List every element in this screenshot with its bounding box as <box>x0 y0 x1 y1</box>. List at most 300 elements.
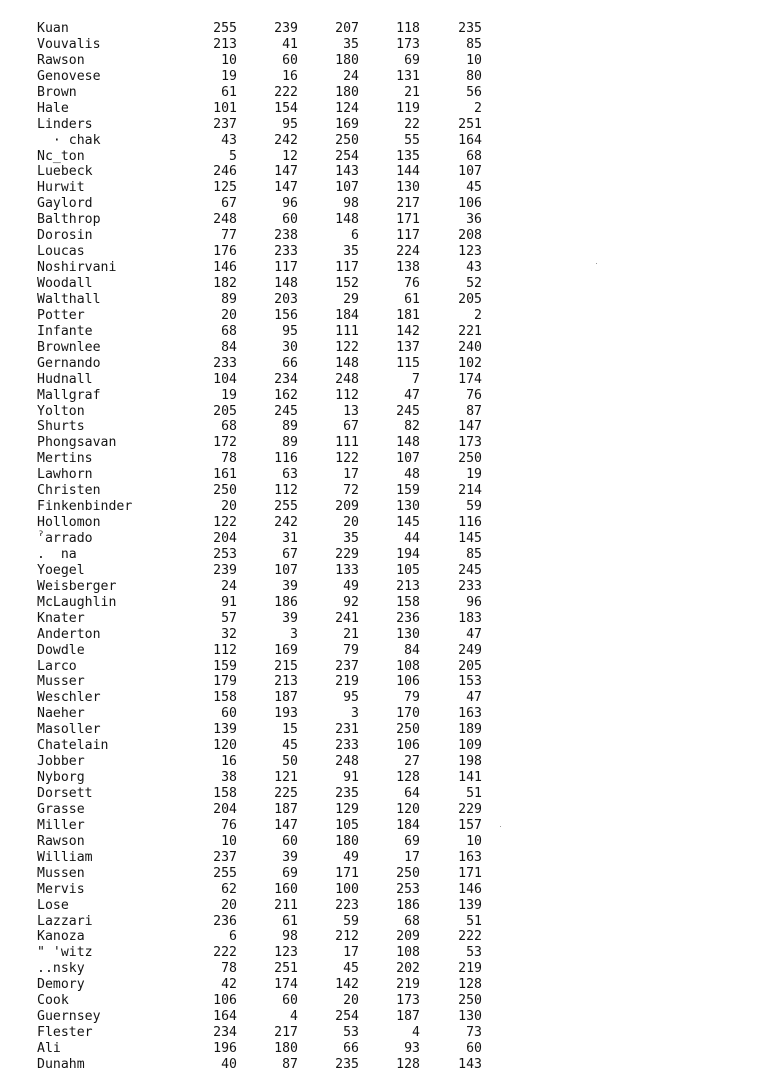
value-column-5: 147 <box>458 419 482 435</box>
value-column-3: 180 <box>335 52 359 68</box>
table-row <box>0 53 760 69</box>
value-column-1: 125 <box>213 180 237 196</box>
value-column-1: 255 <box>213 21 237 36</box>
value-column-5: 116 <box>458 515 482 531</box>
value-column-1: 68 <box>221 323 237 339</box>
value-column-2: 60 <box>282 993 298 1009</box>
value-column-5: 47 <box>466 690 482 706</box>
value-column-1: 16 <box>221 754 237 770</box>
value-column-4: 184 <box>396 817 420 833</box>
value-column-3: 92 <box>343 594 359 610</box>
row-name: Lawhorn <box>37 467 93 483</box>
table-row <box>0 674 760 690</box>
row-name: Woodall <box>37 276 93 291</box>
value-column-5: 19 <box>466 467 482 483</box>
value-column-5: 173 <box>458 435 482 451</box>
value-column-4: 69 <box>404 52 420 68</box>
value-column-2: 60 <box>282 212 298 228</box>
value-column-2: 225 <box>274 786 298 801</box>
value-column-1: 204 <box>213 531 237 546</box>
value-column-2: 187 <box>274 801 298 817</box>
table-row <box>0 770 760 786</box>
value-column-1: 222 <box>213 945 237 961</box>
row-name: Jobber <box>37 754 85 770</box>
value-column-2: 242 <box>274 132 298 148</box>
value-column-4: 76 <box>404 276 420 291</box>
row-name: Dunahm <box>37 1056 85 1068</box>
value-column-4: 170 <box>396 706 420 722</box>
row-name: Hollomon <box>37 515 101 531</box>
value-column-4: 4 <box>412 1025 420 1041</box>
value-column-4: 202 <box>396 961 420 977</box>
value-column-4: 245 <box>396 403 420 419</box>
table-row <box>0 1009 760 1025</box>
value-column-5: 221 <box>458 323 482 339</box>
value-column-1: 19 <box>221 68 237 84</box>
value-column-3: 143 <box>335 164 359 180</box>
row-name: Luebeck <box>37 164 93 180</box>
row-name: Infante <box>37 323 93 339</box>
row-name: Anderton <box>37 626 101 642</box>
value-column-3: 35 <box>343 531 359 546</box>
value-column-2: 89 <box>282 435 298 451</box>
row-name: Genovese <box>37 68 101 84</box>
value-column-5: 56 <box>466 84 482 100</box>
value-column-1: 234 <box>213 1025 237 1041</box>
value-column-2: 186 <box>274 594 298 610</box>
row-name: Brown <box>37 84 77 100</box>
value-column-1: 68 <box>221 419 237 435</box>
value-column-4: 194 <box>396 546 420 562</box>
value-column-2: 211 <box>274 897 298 913</box>
value-column-3: 117 <box>335 260 359 276</box>
row-name: Guernsey <box>37 1009 101 1025</box>
value-column-2: 174 <box>274 977 298 993</box>
value-column-4: 138 <box>396 260 420 276</box>
value-column-5: 250 <box>458 993 482 1009</box>
row-name: " 'witz <box>37 945 93 961</box>
value-column-1: 5 <box>229 148 237 164</box>
value-column-1: 164 <box>213 1009 237 1025</box>
value-column-3: 248 <box>335 754 359 770</box>
value-column-3: 124 <box>335 100 359 116</box>
value-column-2: 107 <box>274 562 298 578</box>
value-column-3: 250 <box>335 132 359 148</box>
value-column-3: 219 <box>335 674 359 690</box>
value-column-4: 158 <box>396 594 420 610</box>
row-name: Demory <box>37 977 85 993</box>
value-column-1: 20 <box>221 307 237 323</box>
value-column-5: 73 <box>466 1025 482 1041</box>
value-column-2: 147 <box>274 180 298 196</box>
table-row <box>0 467 760 483</box>
table-row <box>0 260 760 276</box>
row-name: Walthall <box>37 291 101 307</box>
value-column-5: 43 <box>466 260 482 276</box>
value-column-2: 12 <box>282 148 298 164</box>
value-column-4: 61 <box>404 291 420 307</box>
value-column-4: 130 <box>396 499 420 515</box>
value-column-2: 31 <box>282 531 298 546</box>
value-column-3: 49 <box>343 578 359 594</box>
row-name: Naeher <box>37 706 85 722</box>
value-column-4: 219 <box>396 977 420 993</box>
value-column-2: 45 <box>282 738 298 754</box>
value-column-5: 10 <box>466 52 482 68</box>
value-column-4: 144 <box>396 164 420 180</box>
row-name: Flester <box>37 1025 93 1041</box>
table-row <box>0 404 760 420</box>
value-column-3: 91 <box>343 770 359 786</box>
value-column-5: 251 <box>458 116 482 132</box>
row-name: Noshirvani <box>37 260 117 276</box>
value-column-1: 32 <box>221 626 237 642</box>
value-column-5: 240 <box>458 339 482 355</box>
row-name: Kuan <box>37 21 69 36</box>
table-row <box>0 754 760 770</box>
value-column-5: 51 <box>466 786 482 801</box>
value-column-1: 248 <box>213 212 237 228</box>
value-column-1: 205 <box>213 403 237 419</box>
table-row <box>0 515 760 531</box>
row-name: Gernando <box>37 355 101 371</box>
table-row <box>0 388 760 404</box>
value-column-3: 122 <box>335 451 359 467</box>
row-name: Mallgraf <box>37 387 101 403</box>
value-column-1: 20 <box>221 897 237 913</box>
table-row <box>0 451 760 467</box>
value-column-4: 44 <box>404 531 420 546</box>
value-column-2: 160 <box>274 881 298 897</box>
value-column-4: 108 <box>396 945 420 961</box>
value-column-4: 106 <box>396 738 420 754</box>
row-name: ˀarrado <box>37 531 93 546</box>
value-column-4: 55 <box>404 132 420 148</box>
value-column-2: 162 <box>274 387 298 403</box>
value-column-4: 236 <box>396 610 420 626</box>
value-column-4: 27 <box>404 754 420 770</box>
table-row <box>0 802 760 818</box>
value-column-2: 245 <box>274 403 298 419</box>
row-name: . na <box>37 546 77 562</box>
value-column-2: 39 <box>282 610 298 626</box>
value-column-1: 76 <box>221 817 237 833</box>
value-column-5: 45 <box>466 180 482 196</box>
table-row <box>0 866 760 882</box>
table-row <box>0 579 760 595</box>
row-name: Nyborg <box>37 770 85 786</box>
value-column-5: 123 <box>458 244 482 260</box>
row-name: Loucas <box>37 244 85 260</box>
value-column-5: 130 <box>458 1009 482 1025</box>
value-column-4: 107 <box>396 451 420 467</box>
table-row <box>0 786 760 802</box>
table-row <box>0 643 760 659</box>
value-column-1: 196 <box>213 1041 237 1056</box>
value-column-5: 106 <box>458 196 482 212</box>
value-column-4: 21 <box>404 84 420 100</box>
table-row <box>0 340 760 356</box>
row-name: Kanoza <box>37 929 85 945</box>
row-name: Nc_ton <box>37 148 85 164</box>
value-column-5: 205 <box>458 658 482 674</box>
value-column-4: 253 <box>396 881 420 897</box>
table-row <box>0 818 760 834</box>
value-column-2: 69 <box>282 865 298 881</box>
value-column-1: 78 <box>221 451 237 467</box>
value-column-4: 17 <box>404 849 420 865</box>
value-column-4: 145 <box>396 515 420 531</box>
value-column-1: 77 <box>221 228 237 244</box>
value-column-1: 6 <box>229 929 237 945</box>
value-column-2: 95 <box>282 323 298 339</box>
value-column-2: 148 <box>274 276 298 291</box>
row-name: Gaylord <box>37 196 93 212</box>
value-column-4: 250 <box>396 722 420 738</box>
row-name: Hudnall <box>37 371 93 387</box>
row-name: Hale <box>37 100 69 116</box>
value-column-4: 187 <box>396 1009 420 1025</box>
value-column-1: 255 <box>213 865 237 881</box>
table-row <box>0 85 760 101</box>
value-column-3: 24 <box>343 68 359 84</box>
value-column-5: 128 <box>458 977 482 993</box>
value-column-5: 163 <box>458 706 482 722</box>
value-column-2: 147 <box>274 817 298 833</box>
row-name: Brownlee <box>37 339 101 355</box>
value-column-5: 109 <box>458 738 482 754</box>
row-name: Potter <box>37 307 85 323</box>
value-column-4: 224 <box>396 244 420 260</box>
value-column-4: 137 <box>396 339 420 355</box>
table-row <box>0 611 760 627</box>
row-name: Shurts <box>37 419 85 435</box>
value-column-5: 47 <box>466 626 482 642</box>
row-name: Rawson <box>37 52 85 68</box>
value-column-4: 106 <box>396 674 420 690</box>
table-row <box>0 324 760 340</box>
value-column-4: 171 <box>396 212 420 228</box>
row-name: Masoller <box>37 722 101 738</box>
value-column-5: 205 <box>458 291 482 307</box>
table-row <box>0 738 760 754</box>
value-column-4: 84 <box>404 642 420 658</box>
value-column-2: 169 <box>274 642 298 658</box>
value-column-5: 102 <box>458 355 482 371</box>
table-row <box>0 929 760 945</box>
value-column-2: 61 <box>282 913 298 929</box>
value-column-2: 96 <box>282 196 298 212</box>
row-name: Lazzari <box>37 913 93 929</box>
value-column-1: 19 <box>221 387 237 403</box>
value-column-2: 222 <box>274 84 298 100</box>
value-column-2: 121 <box>274 770 298 786</box>
value-column-3: 169 <box>335 116 359 132</box>
table-row <box>0 499 760 515</box>
value-column-1: 84 <box>221 339 237 355</box>
table-row <box>0 722 760 738</box>
value-column-5: 174 <box>458 371 482 387</box>
row-name: · chak <box>37 132 101 148</box>
value-column-2: 255 <box>274 499 298 515</box>
row-name: Christen <box>37 483 101 499</box>
value-column-3: 79 <box>343 642 359 658</box>
value-column-1: 233 <box>213 355 237 371</box>
data-rows <box>0 21 760 1068</box>
table-row <box>0 627 760 643</box>
value-column-3: 235 <box>335 1056 359 1068</box>
value-column-3: 212 <box>335 929 359 945</box>
value-column-2: 50 <box>282 754 298 770</box>
value-column-5: 52 <box>466 276 482 291</box>
value-column-5: 10 <box>466 833 482 849</box>
value-column-5: 198 <box>458 754 482 770</box>
table-row <box>0 21 760 37</box>
value-column-2: 213 <box>274 674 298 690</box>
table-row <box>0 531 760 547</box>
value-column-5: 189 <box>458 722 482 738</box>
row-name: Musser <box>37 674 85 690</box>
value-column-1: 172 <box>213 435 237 451</box>
row-name: Ali <box>37 1041 61 1056</box>
value-column-4: 120 <box>396 801 420 817</box>
table-row <box>0 547 760 563</box>
value-column-4: 108 <box>396 658 420 674</box>
table-row <box>0 164 760 180</box>
row-name: William <box>37 849 93 865</box>
value-column-1: 146 <box>213 260 237 276</box>
value-column-5: 235 <box>458 21 482 36</box>
value-column-5: 107 <box>458 164 482 180</box>
value-column-4: 82 <box>404 419 420 435</box>
value-column-4: 142 <box>396 323 420 339</box>
value-column-1: 182 <box>213 276 237 291</box>
value-column-2: 39 <box>282 849 298 865</box>
value-column-5: 183 <box>458 610 482 626</box>
value-column-2: 112 <box>274 483 298 499</box>
value-column-2: 203 <box>274 291 298 307</box>
value-column-5: 68 <box>466 148 482 164</box>
value-column-5: 2 <box>474 100 482 116</box>
value-column-5: 143 <box>458 1056 482 1068</box>
value-column-4: 105 <box>396 562 420 578</box>
value-column-2: 217 <box>274 1025 298 1041</box>
value-column-2: 233 <box>274 244 298 260</box>
value-column-3: 171 <box>335 865 359 881</box>
row-name: Lose <box>37 897 69 913</box>
table-row <box>0 372 760 388</box>
value-column-2: 187 <box>274 690 298 706</box>
value-column-3: 100 <box>335 881 359 897</box>
row-name: Weisberger <box>37 578 117 594</box>
table-row <box>0 595 760 611</box>
value-column-3: 35 <box>343 36 359 52</box>
row-name: Weschler <box>37 690 101 706</box>
value-column-1: 158 <box>213 690 237 706</box>
value-column-4: 64 <box>404 786 420 801</box>
value-column-5: 153 <box>458 674 482 690</box>
table-row <box>0 133 760 149</box>
value-column-2: 215 <box>274 658 298 674</box>
value-column-1: 42 <box>221 977 237 993</box>
value-column-2: 239 <box>274 21 298 36</box>
value-column-4: 128 <box>396 1056 420 1068</box>
table-row <box>0 435 760 451</box>
table-row <box>0 882 760 898</box>
value-column-2: 123 <box>274 945 298 961</box>
row-name: Balthrop <box>37 212 101 228</box>
value-column-1: 237 <box>213 116 237 132</box>
table-row <box>0 149 760 165</box>
row-name: Linders <box>37 116 93 132</box>
value-column-4: 117 <box>396 228 420 244</box>
value-column-5: 229 <box>458 801 482 817</box>
value-column-1: 57 <box>221 610 237 626</box>
value-column-1: 10 <box>221 52 237 68</box>
value-column-2: 238 <box>274 228 298 244</box>
table-row <box>0 308 760 324</box>
value-column-4: 118 <box>396 21 420 36</box>
row-name: Dowdle <box>37 642 85 658</box>
value-column-2: 251 <box>274 961 298 977</box>
value-column-3: 111 <box>335 323 359 339</box>
value-column-2: 15 <box>282 722 298 738</box>
value-column-2: 60 <box>282 52 298 68</box>
value-column-4: 173 <box>396 993 420 1009</box>
value-column-4: 119 <box>396 100 420 116</box>
value-column-5: 53 <box>466 945 482 961</box>
value-column-2: 154 <box>274 100 298 116</box>
value-column-1: 60 <box>221 706 237 722</box>
table-row <box>0 706 760 722</box>
value-column-3: 98 <box>343 196 359 212</box>
value-column-3: 237 <box>335 658 359 674</box>
table-row <box>0 977 760 993</box>
value-column-5: 60 <box>466 1041 482 1056</box>
value-column-2: 89 <box>282 419 298 435</box>
value-column-2: 87 <box>282 1056 298 1068</box>
value-column-2: 67 <box>282 546 298 562</box>
value-column-3: 3 <box>351 706 359 722</box>
value-column-3: 207 <box>335 21 359 36</box>
value-column-5: 249 <box>458 642 482 658</box>
value-column-2: 3 <box>290 626 298 642</box>
value-column-5: 157 <box>458 817 482 833</box>
value-column-1: 40 <box>221 1056 237 1068</box>
value-column-4: 48 <box>404 467 420 483</box>
value-column-3: 13 <box>343 403 359 419</box>
value-column-5: 87 <box>466 403 482 419</box>
table-row <box>0 993 760 1009</box>
value-column-2: 30 <box>282 339 298 355</box>
value-column-1: 106 <box>213 993 237 1009</box>
value-column-1: 101 <box>213 100 237 116</box>
value-column-5: 96 <box>466 594 482 610</box>
value-column-2: 41 <box>282 36 298 52</box>
value-column-3: 180 <box>335 833 359 849</box>
table-row <box>0 244 760 260</box>
row-name: Mussen <box>37 865 85 881</box>
value-column-3: 133 <box>335 562 359 578</box>
value-column-3: 209 <box>335 499 359 515</box>
value-column-4: 213 <box>396 578 420 594</box>
table-row <box>0 419 760 435</box>
value-column-5: 141 <box>458 770 482 786</box>
table-row <box>0 690 760 706</box>
row-name: Phongsavan <box>37 435 117 451</box>
scan-speck <box>596 263 597 264</box>
value-column-3: 67 <box>343 419 359 435</box>
